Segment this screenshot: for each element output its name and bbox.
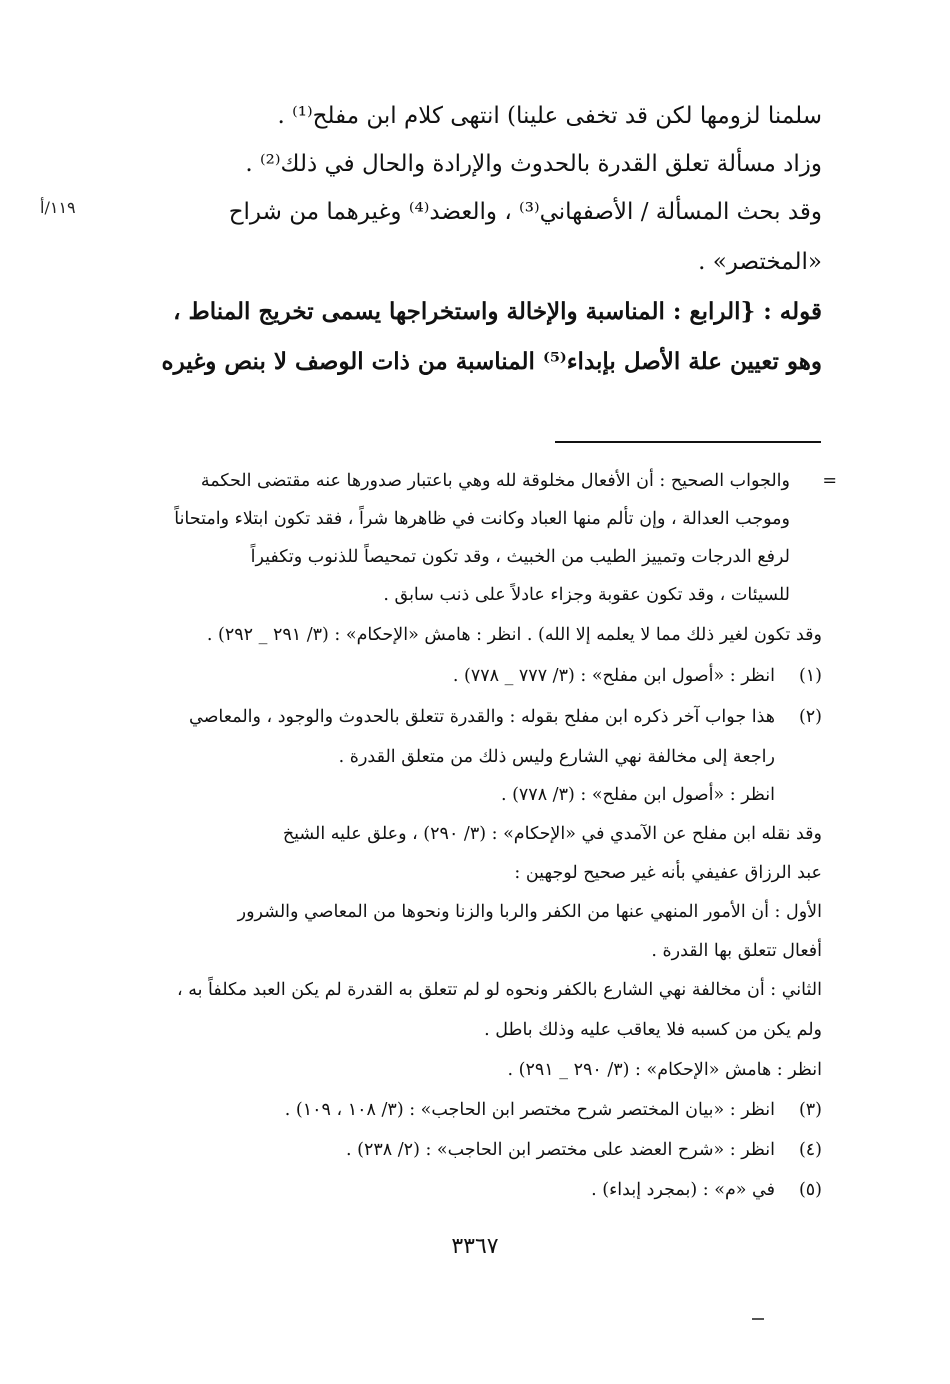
main-line-2: وزاد مسألة تعلق القدرة بالحدوث والإرادة والحال في ذلك⁽²⁾ . (245, 151, 822, 177)
continuation-marker: = (822, 471, 837, 491)
main-line-3: وقد بحث المسألة / الأصفهاني⁽³⁾ ، والعضد⁽⁴⁾ وغيرهما من شراح (228, 199, 822, 225)
footnote-4-number: (٤) (798, 1140, 822, 1160)
main-line-1: سلمنا لزومها لكن قد تخفى علينا) انتهى كلام ابن مفلح⁽¹⁾ . (277, 103, 822, 129)
footnote-2-line-5: عبد الرزاق عفيفي بأنه غير صحيح لوجهين : (514, 863, 822, 883)
footnote-2-line-6: الأول : أن الأمور المنهي عنها من الكفر والربا والزنا ونحوها من المعاصي والشرور (237, 902, 822, 922)
footnote-2-line-3: انظر : «أصول ابن مفلح» : (٣/ ٧٧٨) . (500, 785, 775, 805)
footnote-2-line-7: أفعال تتعلق بها القدرة . (651, 941, 822, 961)
main-line-4: «المختصر» . (698, 249, 822, 275)
footnote-continuation-1: والجواب الصحيح : أن الأفعال مخلوقة لله وهي باعتبار صدورها عنه مقتضى الحكمة (200, 471, 790, 491)
quote-line-1: قوله : {الرابع : المناسبة والإخالة واستخراجها يسمى تخريج المناط ، (173, 298, 822, 325)
footnote-2-line-9: ولم يكن من كسبه فلا يعاقب عليه وذلك باطل . (484, 1020, 822, 1040)
page-number: ٣٣٦٧ (451, 1234, 499, 1259)
footnote-continuation-4: للسيئات ، وقد تكون عقوبة وجزاء عادلاً على ذنب سابق . (383, 585, 790, 605)
footnote-3-number: (٣) (798, 1100, 822, 1120)
footnote-5: في «م» : (بمجرد إبداء) . (591, 1180, 775, 1200)
footnote-continuation-5: وقد تكون لغير ذلك مما لا يعلمه إلا الله) . انظر : هامش «الإحكام» : (٣/ ٢٩١ _ ٢٩٢) . (206, 625, 822, 645)
footnote-2-line-10: انظر : هامش «الإحكام» : (٣/ ٢٩٠ _ ٢٩١) . (507, 1060, 822, 1080)
footnote-separator (555, 441, 821, 443)
footnote-2-line-1: هذا جواب آخر ذكره ابن مفلح بقوله : والقدرة تتعلق بالحدوث والوجود ، والمعاصي (188, 707, 775, 727)
folio-margin-note: ١١٩/أ (40, 198, 76, 217)
footnote-4: انظر : «شرح العضد على مختصر ابن الحاجب» : (٢/ ٢٣٨) . (346, 1140, 775, 1160)
scan-mark (752, 1318, 764, 1320)
footnote-3: انظر : «بيان المختصر شرح مختصر ابن الحاجب» : (٣/ ١٠٨ ، ١٠٩) . (284, 1100, 775, 1120)
main-text (122, 92, 822, 388)
footnote-1-number: (١) (798, 666, 822, 686)
footnote-continuation-2: وموجب العدالة ، وإن تألم منها العباد وكانت في ظاهرها شراً ، فقد تكون ابتلاء وامتحاناً (174, 509, 790, 529)
footnote-2-number: (٢) (798, 707, 822, 727)
footnote-5-number: (٥) (798, 1180, 822, 1200)
footnote-continuation-3: لرفع الدرجات وتمييز الطيب من الخبيث ، وقد تكون تمحيصاً للذنوب وتكفيراً (250, 547, 790, 567)
footnote-2-line-8: الثاني : أن مخالفة نهي الشارع بالكفر ونحوه لو لم تتعلق به القدرة لم يكن العبد مكلفاً به ، (177, 980, 822, 1000)
quote-line-2: وهو تعيين علة الأصل بإبداء⁽⁵⁾ المناسبة من ذات الوصف لا بنص وغيره (161, 348, 822, 375)
footnote-2-line-4: وقد نقله ابن مفلح عن الآمدي في «الإحكام» : (٣/ ٢٩٠) ، وعلق عليه الشيخ (282, 824, 822, 844)
footnote-2-line-2: راجعة إلى مخالفة نهي الشارع وليس ذلك من متعلق القدرة . (338, 747, 775, 767)
footnote-1: انظر : «أصول ابن مفلح» : (٣/ ٧٧٧ _ ٧٧٨) . (452, 666, 775, 686)
